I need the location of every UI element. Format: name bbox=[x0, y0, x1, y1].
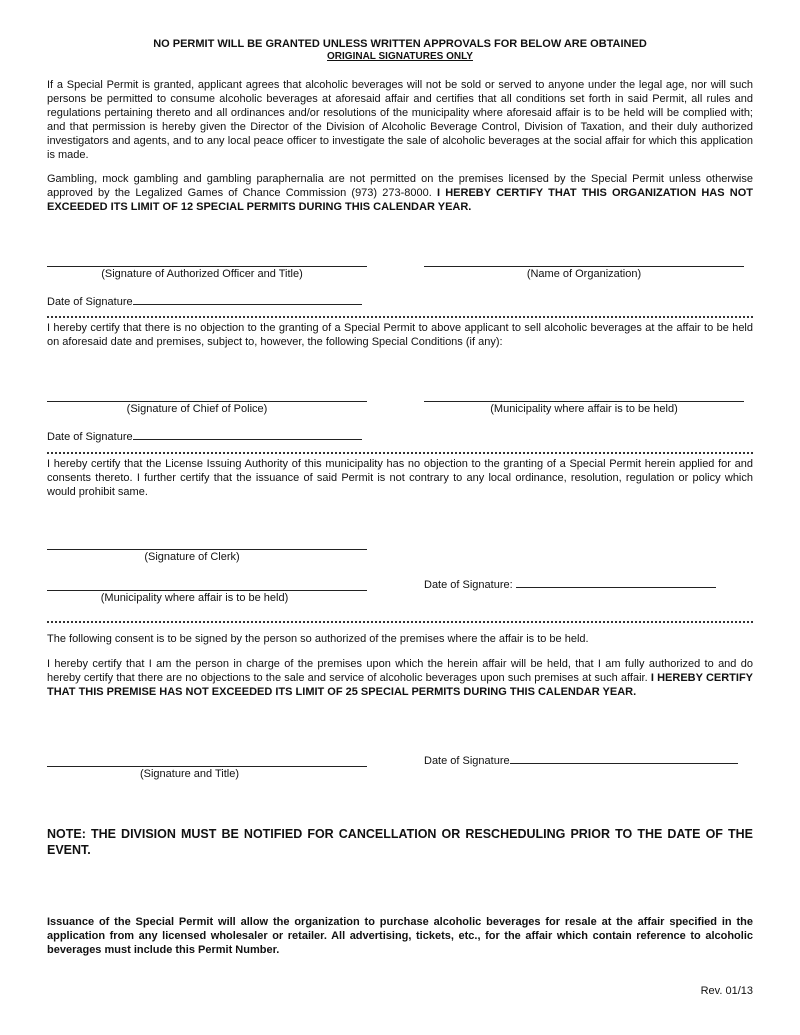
premises-certification-text bbox=[47, 657, 753, 699]
organization-name-caption: (Name of Organization) bbox=[526, 268, 642, 280]
clerk-date-label: Date of Signature: bbox=[424, 579, 513, 591]
police-date-label: Date of Signature bbox=[47, 431, 133, 443]
police-municipality-caption: (Municipality where affair is to be held) bbox=[490, 403, 678, 415]
police-signature-line[interactable] bbox=[47, 401, 367, 402]
clerk-signature-line[interactable] bbox=[47, 549, 367, 550]
clerk-date-field bbox=[424, 578, 716, 591]
gambling-text: Gambling, mock gambling and gambling paraphernalia are not permitted on the premises licensed by the Special Permit unless otherwise approved by the Legalized Games of Chance Commission (973) 273-8000. bbox=[47, 173, 753, 199]
officer-date-label: Date of Signature bbox=[47, 296, 133, 308]
organization-name-line[interactable] bbox=[424, 266, 744, 267]
revision-label: Rev. 01/13 bbox=[700, 985, 753, 997]
premises-limit-certification: I HEREBY CERTIFY THAT THIS PREMISE HAS NOT EXCEEDED ITS LIMIT OF 25 SPECIAL PERMITS DURING THIS CALENDAR YEAR. bbox=[47, 672, 753, 698]
police-date-field bbox=[47, 430, 362, 443]
police-certification-text: I hereby certify that there is no objection to the granting of a Special Permit to above applicant to sell alcoholic beverages at the affair to be held on aforesaid date and premises, subject to, however, the following Special Conditions (if any): bbox=[47, 322, 753, 348]
page-title: NO PERMIT WILL BE GRANTED UNLESS WRITTEN APPROVALS FOR BELOW ARE OBTAINED bbox=[153, 38, 647, 50]
premises-signature-line[interactable] bbox=[47, 766, 367, 767]
clerk-municipality-caption: (Municipality where affair is to be held) bbox=[100, 592, 289, 604]
clerk-certification-text: I hereby certify that the License Issuing Authority of this municipality has no objection to the granting of a Special Permit herein applied for and consents thereto. I further certify that the issuance of said Permit is not contrary to any local ordinance, resolution, regulation or policy which would prohibit same. bbox=[47, 458, 753, 498]
organization-limit-certification: I HEREBY CERTIFY THAT THIS ORGANIZATION HAS NOT EXCEEDED ITS LIMIT OF 12 SPECIAL PERMITS DURING THIS CALENDAR YEAR. bbox=[47, 187, 753, 213]
officer-signature-line[interactable] bbox=[47, 266, 367, 267]
police-date-line[interactable] bbox=[133, 430, 362, 440]
issuance-statement: Issuance of the Special Permit will allow the organization to purchase alcoholic beverages for resale at the affair specified in the application from any licensed wholesaler or retailer. All advertising, tickets, etc., for the affair which contain reference to alcoholic beverages must include this Permit Number. bbox=[47, 916, 753, 956]
officer-signature-caption: (Signature of Authorized Officer and Title) bbox=[101, 268, 303, 280]
premises-text: I hereby certify that I am the person in charge of the premises upon which the herein affair will be held, that I am fully authorized to and do hereby certify that there are no objections to the sale and service of alcoholic beverages upon such premises at such affair. bbox=[47, 658, 753, 684]
cancellation-note: NOTE: THE DIVISION MUST BE NOTIFIED FOR CANCELLATION OR RESCHEDULING PRIOR TO THE DATE OF THE EVENT. bbox=[47, 827, 753, 857]
intro-paragraph: If a Special Permit is granted, applicant agrees that alcoholic beverages will not be sold or served to anyone under the legal age, nor will such persons be permitted to consume alcoholic beverages at aforesaid affair and certifies that all conditions set forth in said Permit, all rules and regulations pertaining thereto and all ordinances and/or resolutions of the municipality where aforesaid affair is to be held will be complied with; and that permission is hereby given the Director of the Division of Alcoholic Beverage Control, Division of Taxation, and their duly authorized investigators and agents, and to any local peace officer to investigate the sale of alcoholic beverages at the social affair for which this application is made. bbox=[47, 79, 753, 161]
premises-signature-caption: (Signature and Title) bbox=[139, 768, 240, 780]
premises-date-field bbox=[424, 754, 738, 767]
police-signature-caption: (Signature of Chief of Police) bbox=[126, 403, 268, 415]
section-divider bbox=[47, 621, 753, 623]
clerk-municipality-line[interactable] bbox=[47, 590, 367, 591]
premises-consent-text: The following consent is to be signed by the person so authorized of the premises where the affair is to be held. bbox=[47, 633, 589, 645]
section-divider bbox=[47, 452, 753, 454]
officer-date-line[interactable] bbox=[133, 295, 362, 305]
clerk-signature-caption: (Signature of Clerk) bbox=[144, 551, 240, 563]
clerk-date-line[interactable] bbox=[516, 578, 716, 588]
premises-date-line[interactable] bbox=[510, 754, 738, 764]
gambling-paragraph bbox=[47, 172, 753, 214]
police-municipality-line[interactable] bbox=[424, 401, 744, 402]
officer-date-field bbox=[47, 295, 362, 308]
section-divider bbox=[47, 316, 753, 318]
premises-date-label: Date of Signature bbox=[424, 755, 510, 767]
page-subtitle: ORIGINAL SIGNATURES ONLY bbox=[327, 51, 473, 62]
